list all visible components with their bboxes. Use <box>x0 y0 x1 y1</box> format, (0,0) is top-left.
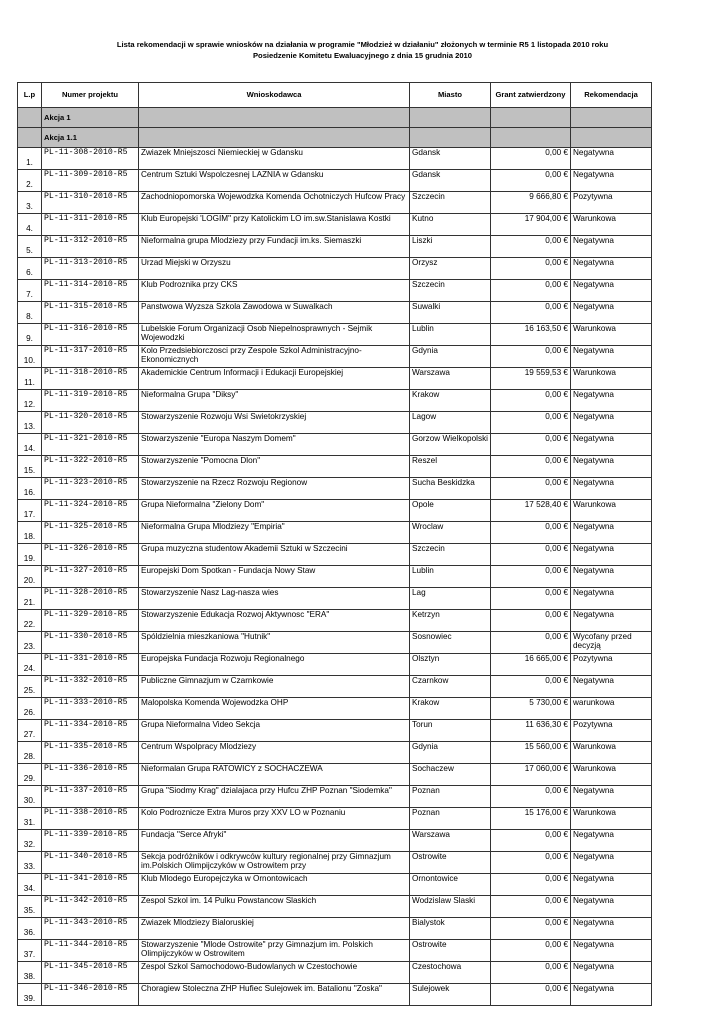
grant-amount: 0,00 € <box>491 896 571 918</box>
grant-amount: 0,00 € <box>491 258 571 280</box>
applicant-name: Centrum Wspolpracy Mlodziezy <box>139 742 410 764</box>
recommendation: Negatywna <box>571 588 652 610</box>
row-number: 5. <box>18 236 42 258</box>
recommendation: Warunkowa <box>571 324 652 346</box>
project-number: PL-11-336-2010-R5 <box>42 764 139 786</box>
project-number: PL-11-346-2010-R5 <box>42 984 139 1006</box>
column-header-applicant: Wnioskodawca <box>139 83 410 108</box>
project-number: PL-11-308-2010-R5 <box>42 148 139 170</box>
recommendation: Warunkowa <box>571 214 652 236</box>
row-number: 21. <box>18 588 42 610</box>
city: Lublin <box>410 324 491 346</box>
city: Ostrowite <box>410 940 491 962</box>
city: Torun <box>410 720 491 742</box>
grant-amount: 0,00 € <box>491 148 571 170</box>
recommendation: Negatywna <box>571 676 652 698</box>
grant-amount: 0,00 € <box>491 566 571 588</box>
project-number: PL-11-312-2010-R5 <box>42 236 139 258</box>
section-row-action-1 <box>18 108 652 128</box>
applicant-name: Centrum Sztuki Wspolczesnej LAZNIA w Gdansku <box>139 170 410 192</box>
table-row <box>18 170 652 192</box>
row-number: 2. <box>18 170 42 192</box>
recommendation: Pozytywna <box>571 192 652 214</box>
grant-amount: 0,00 € <box>491 632 571 654</box>
project-number: PL-11-315-2010-R5 <box>42 302 139 324</box>
row-number: 31. <box>18 808 42 830</box>
city: Kutno <box>410 214 491 236</box>
project-number: PL-11-321-2010-R5 <box>42 434 139 456</box>
document-subtitle: Posiedzenie Komitetu Ewaluacyjnego z dnia 15 grudnia 2010 <box>252 51 472 60</box>
project-number: PL-11-344-2010-R5 <box>42 940 139 962</box>
row-number: 30. <box>18 786 42 808</box>
row-number: 23. <box>18 632 42 654</box>
city: Suwalki <box>410 302 491 324</box>
row-number: 17. <box>18 500 42 522</box>
grant-amount: 0,00 € <box>491 830 571 852</box>
table-row <box>18 434 652 456</box>
row-number: 4. <box>18 214 42 236</box>
grant-amount: 0,00 € <box>491 346 571 368</box>
row-number: 11. <box>18 368 42 390</box>
recommendation: Negatywna <box>571 544 652 566</box>
table-row <box>18 786 652 808</box>
project-number: PL-11-322-2010-R5 <box>42 456 139 478</box>
city: Wroclaw <box>410 522 491 544</box>
city: Opole <box>410 500 491 522</box>
applicant-name: Zachodniopomorska Wojewodzka Komenda Ochotniczych Hufcow Pracy <box>139 192 410 214</box>
table-row <box>18 874 652 896</box>
grant-amount: 15 560,00 € <box>491 742 571 764</box>
recommendation: Negatywna <box>571 390 652 412</box>
city: Lagow <box>410 412 491 434</box>
row-number: 32. <box>18 830 42 852</box>
table-row <box>18 764 652 786</box>
city: Gdynia <box>410 346 491 368</box>
applicant-name: Fundacja "Serce Afryki" <box>139 830 410 852</box>
grant-amount: 5 730,00 € <box>491 698 571 720</box>
row-number: 36. <box>18 918 42 940</box>
applicant-name: Zespol Szkol im. 14 Pulku Powstancow Slaskich <box>139 896 410 918</box>
column-header-grant: Grant zatwierdzony <box>491 83 571 108</box>
grant-amount: 0,00 € <box>491 874 571 896</box>
table-row <box>18 830 652 852</box>
city: Ketrzyn <box>410 610 491 632</box>
city: Lag <box>410 588 491 610</box>
grant-amount: 0,00 € <box>491 984 571 1006</box>
grant-amount: 9 666,80 € <box>491 192 571 214</box>
grant-amount: 19 559,53 € <box>491 368 571 390</box>
row-number: 9. <box>18 324 42 346</box>
grant-amount: 0,00 € <box>491 676 571 698</box>
column-header-lp: L.p <box>18 83 42 108</box>
grant-amount: 0,00 € <box>491 588 571 610</box>
table-row <box>18 632 652 654</box>
table-row <box>18 676 652 698</box>
column-header-city: Miasto <box>410 83 491 108</box>
section-label: Akcja 1.1 <box>42 128 139 148</box>
project-number: PL-11-331-2010-R5 <box>42 654 139 676</box>
row-number: 14. <box>18 434 42 456</box>
row-number: 3. <box>18 192 42 214</box>
city: Sosnowiec <box>410 632 491 654</box>
grant-amount: 16 665,00 € <box>491 654 571 676</box>
applicant-name: Nieformalan Grupa RATOWICY z SOCHACZEWA <box>139 764 410 786</box>
applicant-name: Klub Podroznika przy CKS <box>139 280 410 302</box>
project-number: PL-11-332-2010-R5 <box>42 676 139 698</box>
recommendation: Wycofany przed decyzją <box>571 632 652 654</box>
recommendation: Negatywna <box>571 984 652 1006</box>
applicant-name: Lubelskie Forum Organizacji Osob Niepelnosprawnych - Sejmik Wojewodzki <box>139 324 410 346</box>
table-row <box>18 962 652 984</box>
project-number: PL-11-335-2010-R5 <box>42 742 139 764</box>
applicant-name: Sekcja podróżników i odkrywców kultury regionalnej przy Gimnazjum im.Polskich Olimpijczyków w Ostrowitem przy <box>139 852 410 874</box>
table-row <box>18 412 652 434</box>
row-number: 38. <box>18 962 42 984</box>
table-row <box>18 258 652 280</box>
city: Warszawa <box>410 830 491 852</box>
project-number: PL-11-316-2010-R5 <box>42 324 139 346</box>
applicant-name: Stowarzyszenie na Rzecz Rozwoju Regionow <box>139 478 410 500</box>
applicant-name: Kolo Przedsiebiorczosci przy Zespole Szkol Administracyjno-Ekonomicznych <box>139 346 410 368</box>
table-row <box>18 456 652 478</box>
applicant-name: Choragiew Stoleczna ZHP Hufiec Sulejowek im. Batalionu "Zoska" <box>139 984 410 1006</box>
grant-amount: 11 636,30 € <box>491 720 571 742</box>
city: Gdynia <box>410 742 491 764</box>
recommendation: Warunkowa <box>571 764 652 786</box>
grant-amount: 0,00 € <box>491 390 571 412</box>
grant-amount: 0,00 € <box>491 786 571 808</box>
recommendation: Warunkowa <box>571 742 652 764</box>
city: Warszawa <box>410 368 491 390</box>
recommendation: Negatywna <box>571 610 652 632</box>
table-row <box>18 940 652 962</box>
recommendation: Negatywna <box>571 940 652 962</box>
applicant-name: Publiczne Gimnazjum w Czarnkowie <box>139 676 410 698</box>
recommendation: Negatywna <box>571 302 652 324</box>
grant-amount: 0,00 € <box>491 170 571 192</box>
table-row <box>18 368 652 390</box>
table-row <box>18 302 652 324</box>
table-row <box>18 566 652 588</box>
table-row <box>18 720 652 742</box>
row-number: 20. <box>18 566 42 588</box>
document-title: Lista rekomendacji w sprawie wniosków na działania w programie "Młodzież w działaniu" złożonych w terminie R5 1 listopada 2010 roku <box>116 40 609 49</box>
grant-amount: 0,00 € <box>491 412 571 434</box>
applicant-name: Zwiazek Mniejszosci Niemieckiej w Gdansku <box>139 148 410 170</box>
project-number: PL-11-345-2010-R5 <box>42 962 139 984</box>
row-number: 19. <box>18 544 42 566</box>
project-number: PL-11-319-2010-R5 <box>42 390 139 412</box>
project-number: PL-11-314-2010-R5 <box>42 280 139 302</box>
applicant-name: Klub Mlodego Europejczyka w Ornontowicach <box>139 874 410 896</box>
row-number: 6. <box>18 258 42 280</box>
project-number: PL-11-339-2010-R5 <box>42 830 139 852</box>
grant-amount: 0,00 € <box>491 280 571 302</box>
city: Gorzow Wielkopolski <box>410 434 491 456</box>
table-row <box>18 280 652 302</box>
row-number: 16. <box>18 478 42 500</box>
table-row <box>18 390 652 412</box>
city: Szczecin <box>410 280 491 302</box>
project-number: PL-11-330-2010-R5 <box>42 632 139 654</box>
table-row <box>18 214 652 236</box>
applicant-name: Europejski Dom Spotkan - Fundacja Nowy Staw <box>139 566 410 588</box>
recommendation: Pozytywna <box>571 654 652 676</box>
column-header-project-number: Numer projektu <box>42 83 139 108</box>
recommendation: Negatywna <box>571 962 652 984</box>
table-row <box>18 654 652 676</box>
table-row <box>18 522 652 544</box>
recommendation: Negatywna <box>571 434 652 456</box>
applicant-name: Stowarzyszenie "Europa Naszym Domem" <box>139 434 410 456</box>
city: Poznan <box>410 786 491 808</box>
project-number: PL-11-327-2010-R5 <box>42 566 139 588</box>
recommendation: Negatywna <box>571 918 652 940</box>
table-row <box>18 148 652 170</box>
city: Czarnkow <box>410 676 491 698</box>
project-number: PL-11-326-2010-R5 <box>42 544 139 566</box>
city: Bialystok <box>410 918 491 940</box>
row-number: 39. <box>18 984 42 1006</box>
table-row <box>18 544 652 566</box>
grant-amount: 17 904,00 € <box>491 214 571 236</box>
city: Czestochowa <box>410 962 491 984</box>
project-number: PL-11-334-2010-R5 <box>42 720 139 742</box>
project-number: PL-11-333-2010-R5 <box>42 698 139 720</box>
recommendation: Negatywna <box>571 852 652 874</box>
project-number: PL-11-328-2010-R5 <box>42 588 139 610</box>
city: Wodzislaw Slaski <box>410 896 491 918</box>
city: Reszel <box>410 456 491 478</box>
project-number: PL-11-338-2010-R5 <box>42 808 139 830</box>
table-row <box>18 852 652 874</box>
applicant-name: Akademickie Centrum Informacji i Edukacji Europejskiej <box>139 368 410 390</box>
applicant-name: Grupa "Siodmy Krag" dzialajaca przy Hufcu ZHP Poznan "Siodemka" <box>139 786 410 808</box>
row-number: 34. <box>18 874 42 896</box>
table-row <box>18 918 652 940</box>
grant-amount: 0,00 € <box>491 478 571 500</box>
recommendation: Negatywna <box>571 258 652 280</box>
applicant-name: Stowarzyszenie "Pomocna Dlon" <box>139 456 410 478</box>
recommendation: Negatywna <box>571 148 652 170</box>
project-number: PL-11-337-2010-R5 <box>42 786 139 808</box>
recommendation: Negatywna <box>571 566 652 588</box>
grant-amount: 0,00 € <box>491 544 571 566</box>
table-row <box>18 500 652 522</box>
grant-amount: 0,00 € <box>491 236 571 258</box>
recommendation: Negatywna <box>571 478 652 500</box>
project-number: PL-11-329-2010-R5 <box>42 610 139 632</box>
applicant-name: Urzad Miejski w Orzyszu <box>139 258 410 280</box>
table-row <box>18 698 652 720</box>
row-number: 33. <box>18 852 42 874</box>
applicant-name: Zwiazek Mlodziezy Bialoruskiej <box>139 918 410 940</box>
city: Ornontowice <box>410 874 491 896</box>
grant-amount: 0,00 € <box>491 852 571 874</box>
grant-amount: 0,00 € <box>491 962 571 984</box>
project-number: PL-11-342-2010-R5 <box>42 896 139 918</box>
table-row <box>18 324 652 346</box>
applicant-name: Grupa Nieformalna Video Sekcja <box>139 720 410 742</box>
applicant-name: Grupa Nieformalna "Zielony Dom" <box>139 500 410 522</box>
recommendation: Negatywna <box>571 170 652 192</box>
table-row <box>18 742 652 764</box>
recommendation: Negatywna <box>571 522 652 544</box>
applicant-name: Stowarzyszenie Rozwoju Wsi Swietokrzyskiej <box>139 412 410 434</box>
column-header-recommendation: Rekomendacja <box>571 83 652 108</box>
grant-amount: 0,00 € <box>491 434 571 456</box>
recommendation: Negatywna <box>571 280 652 302</box>
table-row <box>18 346 652 368</box>
row-number: 15. <box>18 456 42 478</box>
row-number: 37. <box>18 940 42 962</box>
grant-amount: 0,00 € <box>491 302 571 324</box>
project-number: PL-11-318-2010-R5 <box>42 368 139 390</box>
applicant-name: Nieformalna Grupa "Diksy" <box>139 390 410 412</box>
recommendation: Negatywna <box>571 412 652 434</box>
project-number: PL-11-343-2010-R5 <box>42 918 139 940</box>
project-number: PL-11-317-2010-R5 <box>42 346 139 368</box>
city: Szczecin <box>410 192 491 214</box>
row-number: 12. <box>18 390 42 412</box>
applicant-name: Malopolska Komenda Wojewodzka OHP <box>139 698 410 720</box>
project-number: PL-11-320-2010-R5 <box>42 412 139 434</box>
applicant-name: Zespol Szkol Samochodowo-Budowlanych w Czestochowie <box>139 962 410 984</box>
grant-amount: 0,00 € <box>491 918 571 940</box>
applicant-name: Stowarzyszenie Nasz Lag-nasza wies <box>139 588 410 610</box>
table-row <box>18 610 652 632</box>
applicant-name: Kolo Podroznicze Extra Muros przy XXV LO w Poznaniu <box>139 808 410 830</box>
row-number: 13. <box>18 412 42 434</box>
table-row <box>18 588 652 610</box>
city: Poznan <box>410 808 491 830</box>
project-number: PL-11-323-2010-R5 <box>42 478 139 500</box>
city: Ostrowite <box>410 852 491 874</box>
city: Gdansk <box>410 170 491 192</box>
project-number: PL-11-311-2010-R5 <box>42 214 139 236</box>
applicant-name: Nieformalna Grupa Mlodziezy "Empiria" <box>139 522 410 544</box>
recommendation: Negatywna <box>571 896 652 918</box>
section-label: Akcja 1 <box>42 108 139 128</box>
applicant-name: Nieformalna grupa Mlodziezy przy Fundacji im.ks. Siemaszki <box>139 236 410 258</box>
recommendation: Negatywna <box>571 346 652 368</box>
city: Krakow <box>410 698 491 720</box>
project-number: PL-11-310-2010-R5 <box>42 192 139 214</box>
applicant-name: Grupa muzyczna studentow Akademii Sztuki w Szczecini <box>139 544 410 566</box>
table-row <box>18 984 652 1006</box>
applicant-name: Panstwowa Wyzsza Szkola Zawodowa w Suwalkach <box>139 302 410 324</box>
recommendation: Pozytywna <box>571 720 652 742</box>
recommendation: warunkowa <box>571 698 652 720</box>
applicant-name: Stowarzyszenie "Mlode Ostrowite" przy Gimnazjum im. Polskich Olimpijczyków w Ostrowitem <box>139 940 410 962</box>
row-number: 27. <box>18 720 42 742</box>
recommendation: Negatywna <box>571 786 652 808</box>
recommendations-table <box>17 82 652 1006</box>
city: Gdansk <box>410 148 491 170</box>
city: Liszki <box>410 236 491 258</box>
project-number: PL-11-309-2010-R5 <box>42 170 139 192</box>
grant-amount: 17 528,40 € <box>491 500 571 522</box>
grant-amount: 0,00 € <box>491 522 571 544</box>
recommendation: Warunkowa <box>571 500 652 522</box>
row-number: 18. <box>18 522 42 544</box>
project-number: PL-11-324-2010-R5 <box>42 500 139 522</box>
applicant-name: Spóldzielnia mieszkaniowa "Hutnik" <box>139 632 410 654</box>
city: Szczecin <box>410 544 491 566</box>
row-number: 26. <box>18 698 42 720</box>
table-row <box>18 808 652 830</box>
project-number: PL-11-325-2010-R5 <box>42 522 139 544</box>
row-number: 25. <box>18 676 42 698</box>
city: Sucha Beskidzka <box>410 478 491 500</box>
grant-amount: 17 060,00 € <box>491 764 571 786</box>
grant-amount: 15 176,00 € <box>491 808 571 830</box>
project-number: PL-11-341-2010-R5 <box>42 874 139 896</box>
project-number: PL-11-340-2010-R5 <box>42 852 139 874</box>
section-row-action-1-1 <box>18 128 652 148</box>
recommendation: Negatywna <box>571 456 652 478</box>
project-number: PL-11-313-2010-R5 <box>42 258 139 280</box>
table-row <box>18 478 652 500</box>
grant-amount: 0,00 € <box>491 940 571 962</box>
recommendation: Negatywna <box>571 236 652 258</box>
city: Orzysz <box>410 258 491 280</box>
applicant-name: Stowarzyszenie Edukacja Rozwoj Aktywnosc "ERA" <box>139 610 410 632</box>
applicant-name: Europejska Fundacja Rozwoju Regionalnego <box>139 654 410 676</box>
row-number: 10. <box>18 346 42 368</box>
recommendation: Warunkowa <box>571 368 652 390</box>
row-number: 7. <box>18 280 42 302</box>
row-number: 22. <box>18 610 42 632</box>
city: Lublin <box>410 566 491 588</box>
recommendation: Negatywna <box>571 830 652 852</box>
city: Olsztyn <box>410 654 491 676</box>
row-number: 8. <box>18 302 42 324</box>
table-row <box>18 236 652 258</box>
grant-amount: 16 163,50 € <box>491 324 571 346</box>
table-header-row <box>18 83 652 108</box>
applicant-name: Klub Europejski 'LOGIM" przy Katolickim LO im.sw.Stanislawa Kostki <box>139 214 410 236</box>
table-row <box>18 896 652 918</box>
city: Sulejowek <box>410 984 491 1006</box>
table-row <box>18 192 652 214</box>
city: Krakow <box>410 390 491 412</box>
row-number: 1. <box>18 148 42 170</box>
recommendation: Negatywna <box>571 874 652 896</box>
recommendation: Warunkowa <box>571 808 652 830</box>
city: Sochaczew <box>410 764 491 786</box>
row-number: 28. <box>18 742 42 764</box>
row-number: 29. <box>18 764 42 786</box>
grant-amount: 0,00 € <box>491 610 571 632</box>
row-number: 24. <box>18 654 42 676</box>
grant-amount: 0,00 € <box>491 456 571 478</box>
row-number: 35. <box>18 896 42 918</box>
